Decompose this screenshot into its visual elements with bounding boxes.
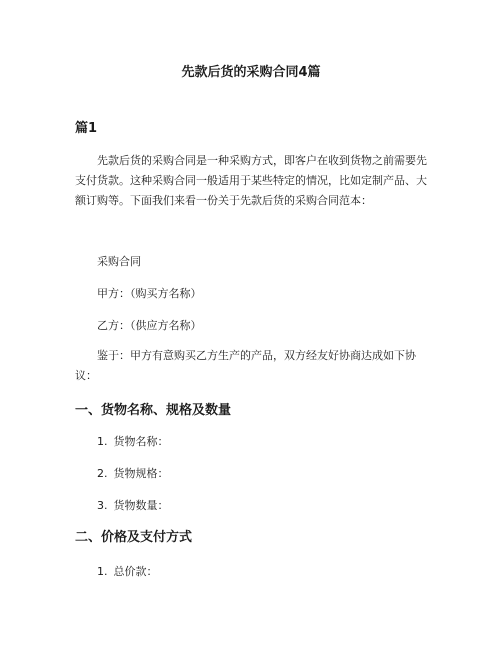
part-heading: 篇1 — [75, 121, 98, 136]
list-item-text: 货物规格： — [113, 467, 169, 480]
contract-label: 采购合同 — [97, 255, 141, 268]
list-item — [97, 433, 169, 451]
list-item-number: 3. — [97, 499, 108, 512]
document-title: 先款后货的采购合同4篇 — [181, 65, 321, 80]
list-item-text: 货物名称： — [113, 435, 169, 448]
list-item-number: 1. — [97, 435, 108, 448]
section-heading: 一、货物名称、规格及数量 — [75, 403, 232, 418]
intro-paragraph: 先款后货的采购合同是一种采购方式，即客户在收到货物之前需要先支付货款。这种采购合同一般适用于某些特定的情况，比如定制产品、大额订购等。下面我们来看一份关于先款后货的采购合同范本： — [75, 154, 427, 207]
list-item-text: 货物数量： — [113, 499, 169, 512]
agreement-paragraph: 鉴于：甲方有意购买乙方生产的产品，双方经友好协商达成如下协议： — [75, 349, 416, 382]
party-b-line: 乙方：（供应方名称） — [97, 319, 202, 332]
party-a-line: 甲方：（购买方名称） — [97, 287, 202, 300]
list-item-number: 2. — [97, 467, 108, 480]
section-heading: 二、价格及支付方式 — [75, 530, 193, 545]
list-item — [97, 497, 169, 515]
list-item — [97, 465, 169, 483]
list-item — [97, 563, 158, 581]
list-item-number: 1. — [97, 565, 108, 578]
list-item-text: 总价款： — [113, 565, 158, 578]
